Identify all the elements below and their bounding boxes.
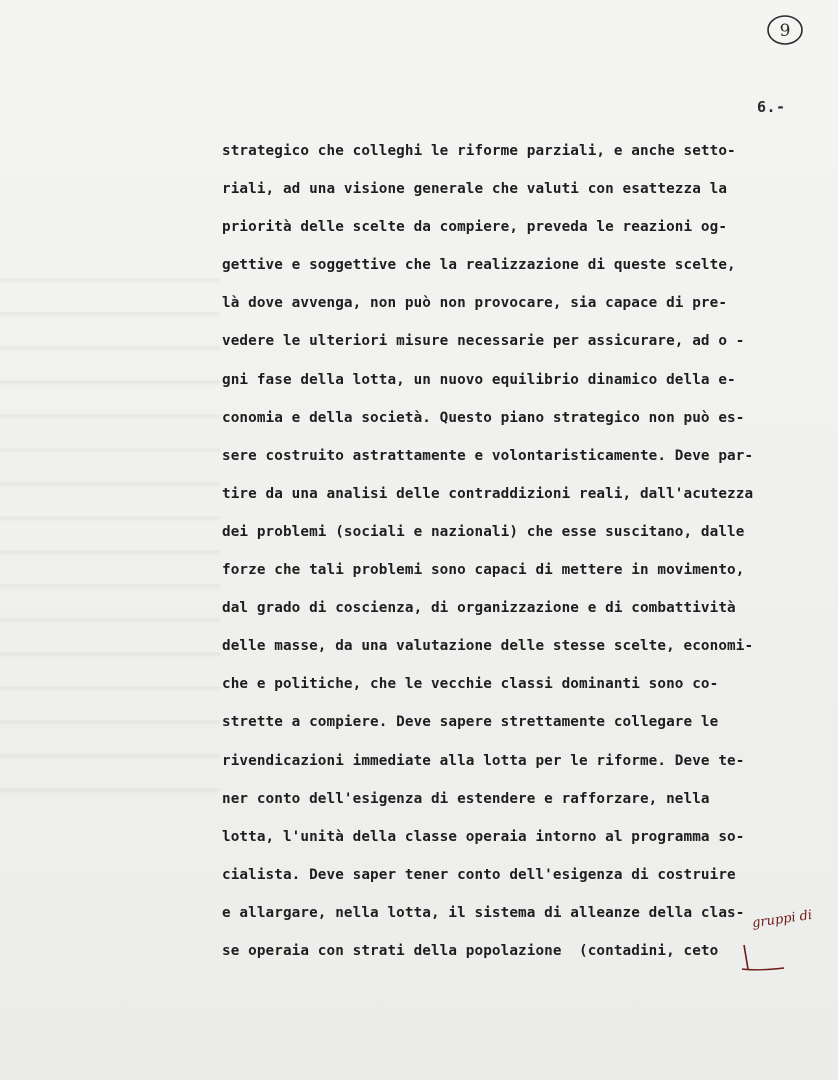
- text-line: tire da una analisi delle contraddizioni reali, dall'acutezza: [222, 485, 754, 502]
- text-line: vedere le ulteriori misure necessarie per assicurare, ad o -: [222, 333, 745, 350]
- text-line: cialista. Deve saper tener conto dell'esigenza di costruire: [222, 866, 736, 883]
- text-line: se operaia con strati della popolazione (contadini, ceto: [222, 942, 719, 959]
- text-line: strette a compiere. Deve sapere strettamente collegare le: [222, 714, 719, 731]
- typed-body-text: [222, 132, 822, 970]
- text-line: ner conto dell'esigenza di estendere e rafforzare, nella: [222, 790, 710, 807]
- page-marker-text: 9: [779, 21, 791, 41]
- text-line: priorità delle scelte da compiere, preveda le reazioni og-: [222, 219, 728, 236]
- handwritten-annotation: gruppi di: [751, 907, 814, 932]
- text-line: gni fase della lotta, un nuovo equilibrio dinamico della e-: [222, 371, 736, 388]
- text-line: strategico che colleghi le riforme parziali, e anche setto-: [222, 143, 736, 159]
- text-line: forze che tali problemi sono capaci di mettere in movimento,: [222, 562, 745, 579]
- text-line: là dove avvenga, non può non provocare, sia capace di pre-: [222, 295, 728, 312]
- text-line: delle masse, da una valutazione delle stesse scelte, economi-: [222, 638, 754, 655]
- page-number: 6.-: [757, 98, 786, 116]
- text-line: conomia e della società. Questo piano strategico non può es-: [222, 409, 745, 426]
- text-line: gettive e soggettive che la realizzazione di queste scelte,: [222, 257, 736, 274]
- text-line: e allargare, nella lotta, il sistema di alleanze della clas-: [222, 904, 745, 921]
- bleed-through-shadow: [0, 250, 220, 810]
- text-line: dal grado di coscienza, di organizzazione e di combattività: [222, 600, 736, 617]
- text-line: dei problemi (sociali e nazionali) che esse suscitano, dalle: [222, 523, 745, 540]
- text-line: che e politiche, che le vecchie classi dominanti sono co-: [222, 676, 719, 693]
- text-line: lotta, l'unità della classe operaia intorno al programma so-: [222, 828, 745, 845]
- circled-page-marker: [765, 12, 805, 48]
- text-line: rivendicazioni immediate alla lotta per le riforme. Deve te-: [222, 752, 745, 769]
- text-line: sere costruito astrattamente e volontaristicamente. Deve par-: [222, 447, 754, 464]
- text-line: riali, ad una visione generale che valuti con esattezza la: [222, 181, 728, 198]
- handwritten-insertion-mark: [738, 935, 798, 975]
